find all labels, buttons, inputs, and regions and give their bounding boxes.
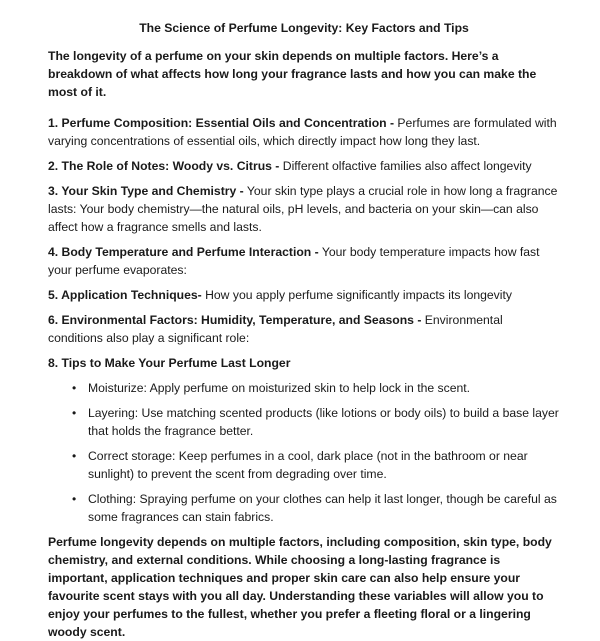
section-body: Your body temperature impacts how fast your perfume evaporates: [48,245,540,277]
section-composition [48,114,560,150]
bullet-icon: • [72,492,77,506]
section-body: Perfumes are formulated with varying concentrations of essential oils, which directly impact how long they last. [48,116,557,148]
section-heading: 5. Application Techniques- [48,288,202,302]
section-body: How you apply perfume significantly impacts its longevity [201,288,512,302]
bullet-icon: • [72,381,77,395]
section-heading: 8. Tips to Make Your Perfume Last Longer [48,356,291,370]
section-body: Your skin type plays a crucial role in how long a fragrance lasts: Your body chemistry—the natural oils, pH levels, and bacteria on your skin—can also affect how a fragrance smells and lasts. [48,184,558,234]
conclusion-paragraph: Perfume longevity depends on multiple factors, including composition, skin type, body chemistry, and external conditions. While choosing a long-lasting fragrance is important, application techniques and proper skin care can also help ensure your favourite scent stays with you all day. Understanding these variables will allow you to enjoy your perfumes to the fullest, whether you prefer a fleeting floral or a lingering woody scent. [48,535,552,639]
bullet-icon: • [72,449,77,463]
tips-list [48,379,560,526]
section-heading: 4. Body Temperature and Perfume Interaction - [48,245,319,259]
bullet-icon: • [72,406,77,420]
list-item [48,404,560,440]
section-body-temperature [48,243,560,279]
list-item [48,379,560,397]
section-heading: 6. Environmental Factors: Humidity, Temperature, and Seasons - [48,313,422,327]
intro-paragraph: The longevity of a perfume on your skin depends on multiple factors. Here’s a breakdown of what affects how long your fragrance lasts and how you can make the most of it. [48,49,537,99]
section-application [48,286,560,304]
section-body: Different olfactive families also affect longevity [279,159,532,173]
tip-text: Clothing: Spraying perfume on your clothes can help it last longer, though be careful as some fragrances can stain fabrics. [88,492,557,524]
section-environment [48,311,560,347]
section-notes [48,157,560,175]
section-body: Environmental conditions also play a significant role: [48,313,503,345]
tip-text: Correct storage: Keep perfumes in a cool, dark place (not in the bathroom or near sunlight) to prevent the scent from degrading over time. [88,449,528,481]
tip-text: Moisturize: Apply perfume on moisturized skin to help lock in the scent. [88,381,471,395]
section-heading: 2. The Role of Notes: Woody vs. Citrus - [48,159,280,173]
section-tips [48,354,560,372]
list-item [48,447,560,483]
tip-text: Layering: Use matching scented products (like lotions or body oils) to build a base layer that holds the fragrance better. [88,406,559,438]
section-heading: 3. Your Skin Type and Chemistry - [48,184,244,198]
list-item [48,490,560,526]
section-heading: 1. Perfume Composition: Essential Oils and Concentration - [48,116,395,130]
section-skin-type [48,182,560,236]
document-title: The Science of Perfume Longevity: Key Factors and Tips [139,21,469,35]
